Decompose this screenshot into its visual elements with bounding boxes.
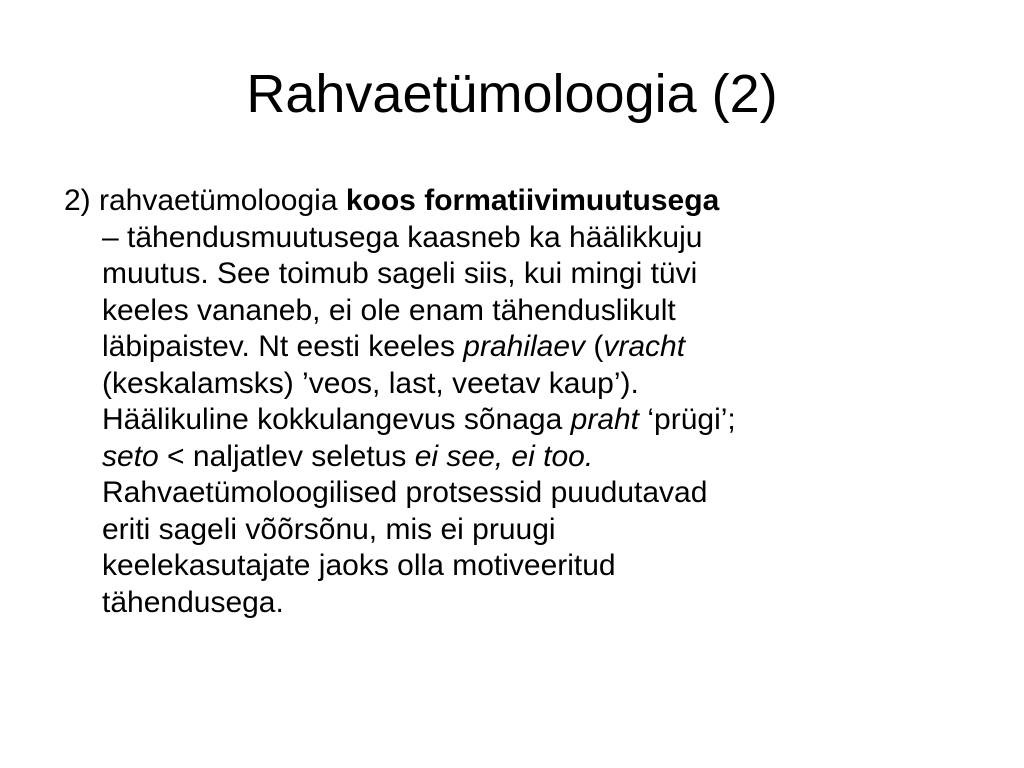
text-run: (keskalamsks) ’veos, last, veetav kaup’). <box>102 366 639 400</box>
text-run: Häälikuline kokkulangevus sõnaga <box>102 403 571 436</box>
text-run: keelekasutajate jaoks olla motiveeritud <box>102 549 616 582</box>
text-run: 2) rahvaetümoloogia <box>64 184 346 217</box>
text-run: läbipaistev. Nt eesti keeles <box>102 330 464 363</box>
body-line-10 <box>64 512 964 549</box>
body-line-5 <box>64 329 964 366</box>
italic-word: prahilaev <box>463 330 586 363</box>
body-line-4 <box>64 293 964 330</box>
text-run: keeles vananeb, ei ole enam tähenduslikult <box>102 293 676 327</box>
slide-title: Rahvaetümoloogia (2) <box>246 64 778 124</box>
body-line-12 <box>64 585 964 622</box>
body-line-9 <box>64 475 964 512</box>
italic-word: seto <box>102 439 159 473</box>
body-line-11 <box>64 548 964 585</box>
bold-term: koos formatiivimuutusega <box>345 184 720 217</box>
body-paragraph <box>64 183 964 621</box>
body-line-3 <box>64 256 964 293</box>
body-line-8 <box>64 439 964 476</box>
body-line-6 <box>64 366 964 403</box>
text-run: tähendusega. <box>102 585 284 619</box>
body-line-2 <box>64 220 964 257</box>
slide-body <box>64 183 964 621</box>
text-run: Rahvaetümoloogilised protsessid puudutavad <box>102 476 708 509</box>
text-run: ( <box>585 330 604 363</box>
text-run: – tähendusmuutusega kaasneb ka häälikkuju <box>102 220 703 254</box>
body-line-7 <box>64 402 964 439</box>
text-run: < naljatlev seletus <box>158 439 415 473</box>
text-run: eriti sageli võõrsõnu, mis ei pruugi <box>102 512 556 546</box>
italic-phrase: ei see, ei too. <box>414 439 594 473</box>
italic-word: vracht <box>603 330 686 363</box>
text-run: muutus. See toimub sageli siis, kui mingi tüvi <box>102 257 698 290</box>
text-run: ‘prügi’; <box>639 403 736 436</box>
italic-word: praht <box>570 403 640 436</box>
body-line-1 <box>64 183 964 220</box>
